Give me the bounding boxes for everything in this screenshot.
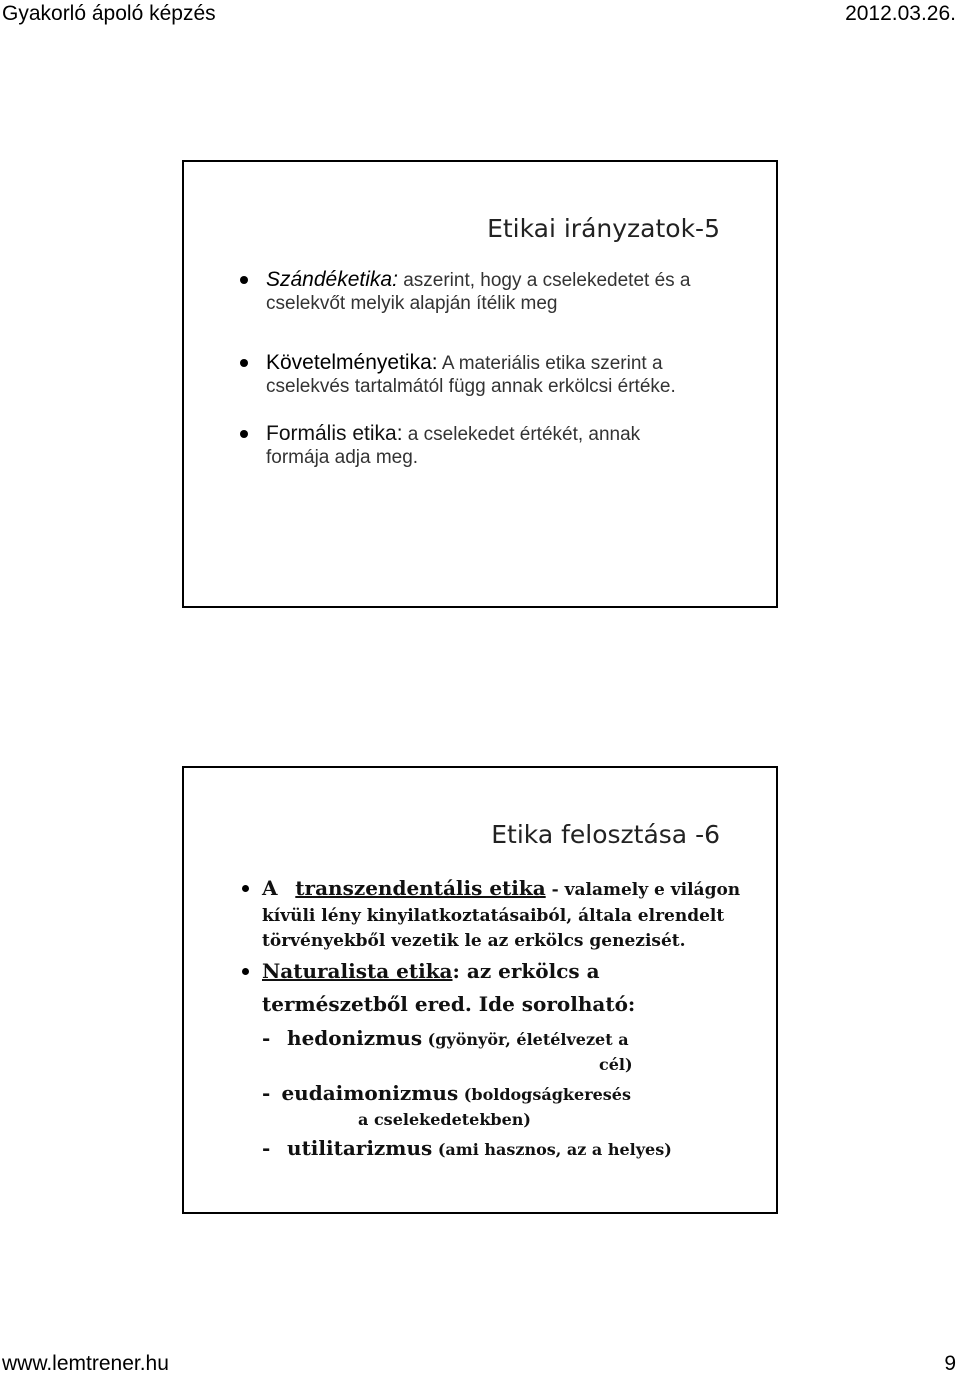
header-course-title: Gyakorló ápoló képzés — [2, 2, 216, 25]
list-item-utilitarizmus — [262, 1136, 742, 1162]
note: (boldogságkeresés — [458, 1084, 631, 1104]
dash: - — [262, 1080, 271, 1105]
slide-body — [262, 876, 742, 1162]
bullet-icon — [242, 968, 249, 975]
note-continuation: cél) — [599, 1054, 633, 1074]
paragraph-transzendentalis — [262, 876, 742, 955]
list-item — [266, 351, 706, 398]
list-item-hedonizmus — [262, 1026, 742, 1052]
bullet-list — [266, 268, 706, 469]
slide-title: Etikai irányzatok-5 — [487, 214, 720, 243]
header-date: 2012.03.26. — [845, 2, 956, 25]
definition: aszerint, hogy a cselekedetet és a cselekvőt melyik alapján ítélik meg — [266, 270, 691, 314]
term: transzendentális etika — [295, 876, 546, 900]
term: utilitarizmus — [287, 1135, 433, 1160]
definition: - valamely e világon kívüli lény kinyilatkoztatásaiból, általa elrendelt törvényekből vezetik le az erkölcs genezisét. — [262, 880, 741, 951]
term: Követelményetika: — [266, 351, 438, 374]
term: Naturalista etika — [262, 958, 453, 983]
note: (gyönyör, életélvezet a — [422, 1029, 629, 1049]
definition: : az erkölcs a — [452, 958, 600, 983]
page-number: 9 — [944, 1352, 956, 1375]
slide-title: Etika felosztása -6 — [491, 820, 720, 849]
term: hedonizmus — [287, 1025, 423, 1050]
term: eudaimonizmus — [281, 1080, 459, 1105]
bullet-icon — [240, 430, 248, 438]
dash: - — [262, 1025, 271, 1050]
dash: - — [262, 1135, 271, 1160]
footer-website: www.lemtrener.hu — [2, 1352, 169, 1375]
naturalista-continuation: természetből ered. Ide sorolható: — [262, 992, 636, 1016]
note-continuation: a cselekedetekben) — [358, 1109, 531, 1129]
list-item — [266, 268, 706, 315]
bullet-icon — [240, 359, 248, 367]
list-item — [266, 422, 706, 469]
bullet-icon — [242, 885, 249, 892]
article: A — [262, 876, 278, 900]
slide-etika-felosztasa — [182, 766, 778, 1214]
paragraph-naturalista — [262, 959, 742, 987]
definition: A materiális etika szerint a cselekvés tartalmától függ annak erkölcsi értéke. — [266, 353, 676, 397]
bullet-icon — [240, 276, 248, 284]
slide-etikai-iranyzatok — [182, 160, 778, 608]
list-item-eudaimonizmus — [262, 1081, 742, 1107]
note: (ami hasznos, az a helyes) — [432, 1139, 672, 1159]
definition: a cselekedet értékét, annak formája adja meg. — [266, 424, 641, 468]
term: Formális etika: — [266, 422, 403, 445]
term: Szándéketika: — [266, 268, 398, 291]
